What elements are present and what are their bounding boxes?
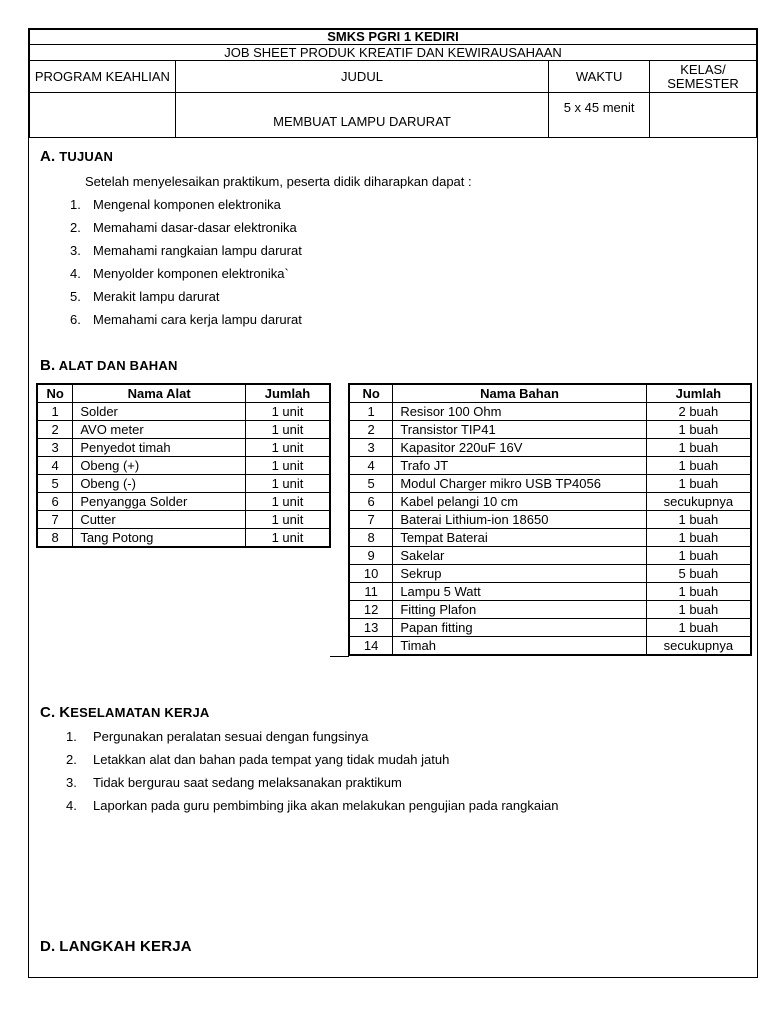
list-item: 4. Laporkan pada guru pembimbing jika akan melakukan pengujian pada rangkaian	[66, 798, 559, 813]
job-sheet-title: JOB SHEET PRODUK KREATIF DAN KEWIRAUSAHAAN	[30, 45, 757, 61]
bahan-no-cell: 2	[349, 421, 393, 439]
section-b-letter: B.	[40, 357, 56, 374]
alat-no-cell: 8	[37, 529, 73, 548]
bahan-name-cell: Sakelar	[393, 547, 646, 565]
bahan-jumlah-cell: 1 buah	[646, 529, 751, 547]
alat-name-cell: Penyedot timah	[73, 439, 246, 457]
bahan-jumlah-cell: 5 buah	[646, 565, 751, 583]
section-a-letter: A.	[40, 148, 56, 165]
bahan-row	[349, 637, 751, 656]
alat-name-cell: Obeng (-)	[73, 475, 246, 493]
list-item: 2. Letakkan alat dan bahan pada tempat yang tidak mudah jatuh	[66, 752, 450, 767]
alat-row	[37, 439, 330, 457]
alat-row	[37, 457, 330, 475]
bahan-jumlah-cell: secukupnya	[646, 637, 751, 656]
bahan-row	[349, 439, 751, 457]
header-table	[29, 29, 757, 138]
alat-row	[37, 475, 330, 493]
bahan-jumlah-cell: 1 buah	[646, 439, 751, 457]
section-a-heading	[40, 148, 113, 165]
alat-no-cell: 6	[37, 493, 73, 511]
alat-row	[37, 511, 330, 529]
bahan-no-cell: 10	[349, 565, 393, 583]
table-divider-line	[330, 656, 349, 657]
alat-row	[37, 529, 330, 548]
alat-jumlah-cell: 1 unit	[245, 403, 330, 421]
bahan-row	[349, 619, 751, 637]
program-keahlian-label: PROGRAM KEAHLIAN	[30, 61, 176, 93]
bahan-name-cell: Baterai Lithium-ion 18650	[393, 511, 646, 529]
bahan-jumlah-cell: 1 buah	[646, 547, 751, 565]
alat-jumlah-cell: 1 unit	[245, 475, 330, 493]
section-c-title-cap: K	[59, 704, 71, 721]
alat-no-cell: 7	[37, 511, 73, 529]
bahan-no-cell: 11	[349, 583, 393, 601]
bahan-name-cell: Timah	[393, 637, 646, 656]
bahan-row	[349, 403, 751, 421]
section-b-title: ALAT DAN BAHAN	[58, 358, 178, 373]
bahan-no-cell: 12	[349, 601, 393, 619]
alat-jumlah-cell: 1 unit	[245, 511, 330, 529]
alat-jumlah-cell: 1 unit	[245, 493, 330, 511]
judul-value: MEMBUAT LAMPU DARURAT	[175, 93, 548, 138]
list-item: 1. Pergunakan peralatan sesuai dengan fungsinya	[66, 729, 369, 744]
bahan-header-no: No	[349, 384, 393, 403]
alat-no-cell: 3	[37, 439, 73, 457]
bahan-table	[348, 383, 752, 656]
alat-jumlah-cell: 1 unit	[245, 439, 330, 457]
bahan-no-cell: 9	[349, 547, 393, 565]
bahan-jumlah-cell: 2 buah	[646, 403, 751, 421]
bahan-row	[349, 547, 751, 565]
alat-no-cell: 4	[37, 457, 73, 475]
alat-jumlah-cell: 1 unit	[245, 529, 330, 548]
bahan-name-cell: Tempat Baterai	[393, 529, 646, 547]
bahan-no-cell: 6	[349, 493, 393, 511]
keselamatan-list	[66, 728, 558, 820]
list-item: 6. Memahami cara kerja lampu darurat	[70, 312, 302, 327]
bahan-jumlah-cell: 1 buah	[646, 583, 751, 601]
bahan-name-cell: Trafo JT	[393, 457, 646, 475]
bahan-name-cell: Kapasitor 220uF 16V	[393, 439, 646, 457]
alat-name-cell: Penyangga Solder	[73, 493, 246, 511]
bahan-no-cell: 7	[349, 511, 393, 529]
section-c-heading	[40, 704, 210, 721]
bahan-no-cell: 14	[349, 637, 393, 656]
bahan-name-cell: Fitting Plafon	[393, 601, 646, 619]
bahan-jumlah-cell: 1 buah	[646, 619, 751, 637]
bahan-name-cell: Kabel pelangi 10 cm	[393, 493, 646, 511]
bahan-row	[349, 475, 751, 493]
section-d-title: LANGKAH KERJA	[59, 938, 192, 955]
alat-header-nama: Nama Alat	[73, 384, 246, 403]
tujuan-intro: Setelah menyelesaikan praktikum, peserta didik diharapkan dapat :	[85, 174, 472, 189]
bahan-row	[349, 421, 751, 439]
bahan-no-cell: 3	[349, 439, 393, 457]
program-keahlian-value	[30, 93, 176, 138]
bahan-name-cell: Papan fitting	[393, 619, 646, 637]
bahan-row	[349, 457, 751, 475]
bahan-header-jumlah: Jumlah	[646, 384, 751, 403]
bahan-name-cell: Resisor 100 Ohm	[393, 403, 646, 421]
school-name: SMKS PGRI 1 KEDIRI	[30, 30, 757, 45]
bahan-jumlah-cell: 1 buah	[646, 511, 751, 529]
bahan-row	[349, 601, 751, 619]
bahan-name-cell: Sekrup	[393, 565, 646, 583]
list-item: 3. Tidak bergurau saat sedang melaksanakan praktikum	[66, 775, 402, 790]
bahan-row	[349, 529, 751, 547]
alat-name-cell: Solder	[73, 403, 246, 421]
alat-table	[36, 383, 331, 548]
alat-header-jumlah: Jumlah	[245, 384, 330, 403]
bahan-header-nama: Nama Bahan	[393, 384, 646, 403]
bahan-no-cell: 8	[349, 529, 393, 547]
alat-jumlah-cell: 1 unit	[245, 421, 330, 439]
waktu-value: 5 x 45 menit	[549, 93, 650, 138]
alat-header-no: No	[37, 384, 73, 403]
bahan-no-cell: 13	[349, 619, 393, 637]
section-d-letter: D.	[40, 938, 56, 955]
judul-label: JUDUL	[175, 61, 548, 93]
alat-no-cell: 2	[37, 421, 73, 439]
section-d-heading	[40, 938, 192, 955]
waktu-label: WAKTU	[549, 61, 650, 93]
bahan-row	[349, 565, 751, 583]
section-a-title: TUJUAN	[59, 149, 114, 164]
bahan-row	[349, 493, 751, 511]
kelas-semester-value	[650, 93, 757, 138]
bahan-jumlah-cell: 1 buah	[646, 421, 751, 439]
bahan-name-cell: Lampu 5 Watt	[393, 583, 646, 601]
section-b-heading	[40, 357, 178, 374]
bahan-jumlah-cell: 1 buah	[646, 457, 751, 475]
alat-name-cell: Cutter	[73, 511, 246, 529]
list-item: 3. Memahami rangkaian lampu darurat	[70, 243, 302, 258]
tujuan-list	[70, 196, 302, 334]
kelas-semester-label: KELAS/ SEMESTER	[650, 61, 757, 93]
bahan-jumlah-cell: 1 buah	[646, 475, 751, 493]
bahan-no-cell: 4	[349, 457, 393, 475]
alat-no-cell: 1	[37, 403, 73, 421]
list-item: 4. Menyolder komponen elektronika`	[70, 266, 289, 281]
list-item: 1. Mengenal komponen elektronika	[70, 197, 281, 212]
bahan-no-cell: 1	[349, 403, 393, 421]
bahan-jumlah-cell: 1 buah	[646, 601, 751, 619]
alat-row	[37, 421, 330, 439]
list-item: 5. Merakit lampu darurat	[70, 289, 220, 304]
alat-row	[37, 403, 330, 421]
list-item: 2. Memahami dasar-dasar elektronika	[70, 220, 297, 235]
alat-name-cell: Tang Potong	[73, 529, 246, 548]
bahan-jumlah-cell: secukupnya	[646, 493, 751, 511]
alat-name-cell: Obeng (+)	[73, 457, 246, 475]
alat-jumlah-cell: 1 unit	[245, 457, 330, 475]
bahan-no-cell: 5	[349, 475, 393, 493]
bahan-name-cell: Transistor TIP41	[393, 421, 646, 439]
alat-no-cell: 5	[37, 475, 73, 493]
bahan-row	[349, 583, 751, 601]
alat-row	[37, 493, 330, 511]
section-c-title: ESELAMATAN KERJA	[70, 705, 210, 720]
bahan-row	[349, 511, 751, 529]
alat-name-cell: AVO meter	[73, 421, 246, 439]
section-c-letter: C.	[40, 704, 56, 721]
bahan-name-cell: Modul Charger mikro USB TP4056	[393, 475, 646, 493]
